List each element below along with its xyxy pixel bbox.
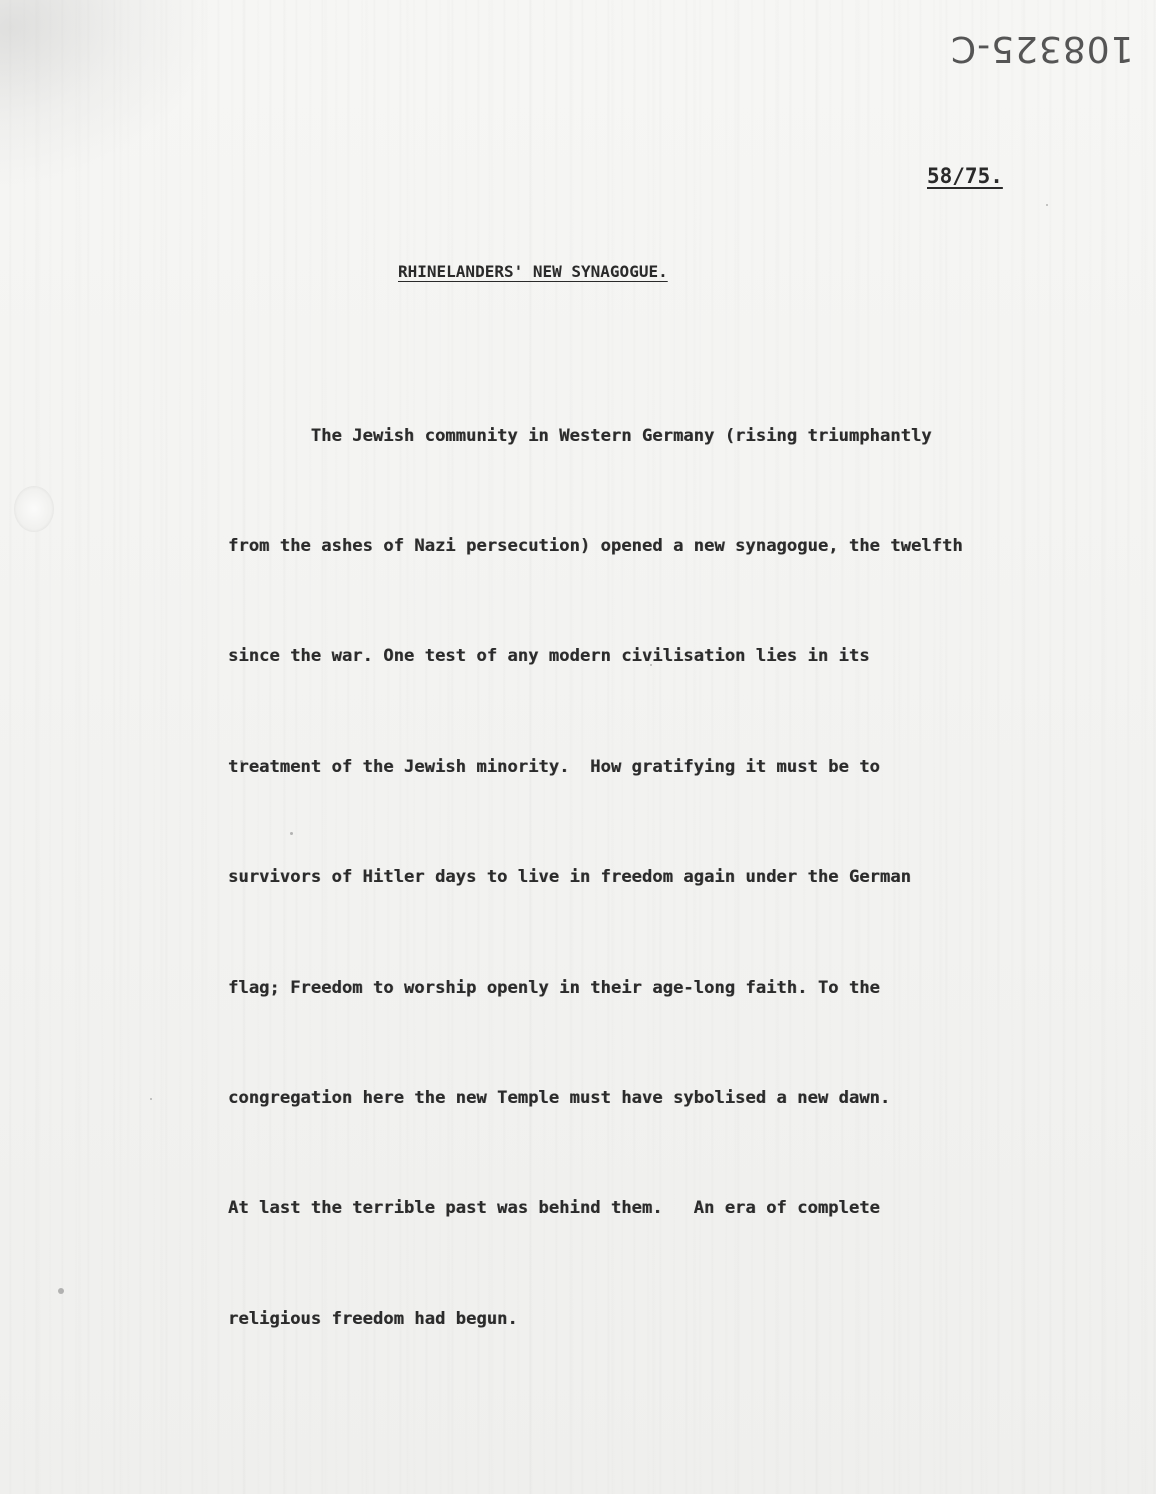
archive-number: 108325-C — [950, 28, 1134, 69]
body-line: religious freedom had begun. — [228, 1308, 518, 1329]
body-line: treatment of the Jewish minority. How gratifying it must be to — [228, 756, 880, 777]
paper-speck — [1046, 204, 1048, 206]
paper-speck — [150, 1098, 152, 1100]
body-line: since the war. One test of any modern civilisation lies in its — [228, 646, 870, 667]
punch-hole — [14, 486, 54, 532]
body-line: congregation here the new Temple must have sybolised a new dawn. — [228, 1087, 891, 1108]
body-line: from the ashes of Nazi persecution) opened a new synagogue, the twelfth — [228, 535, 963, 556]
document-body — [228, 344, 1128, 1411]
body-line: flag; Freedom to worship openly in their age-long faith. To the — [228, 977, 880, 998]
document-title: RHINELANDERS' NEW SYNAGOGUE. — [398, 262, 668, 281]
reference-number: 58/75. — [927, 164, 1003, 188]
body-line: survivors of Hitler days to live in freedom again under the German — [228, 867, 911, 888]
body-line: At last the terrible past was behind them. An era of complete — [228, 1198, 880, 1219]
body-line: The Jewish community in Western Germany (rising triumphantly — [228, 425, 932, 446]
paper-crease — [0, 0, 248, 195]
paper-speck — [58, 1288, 64, 1294]
